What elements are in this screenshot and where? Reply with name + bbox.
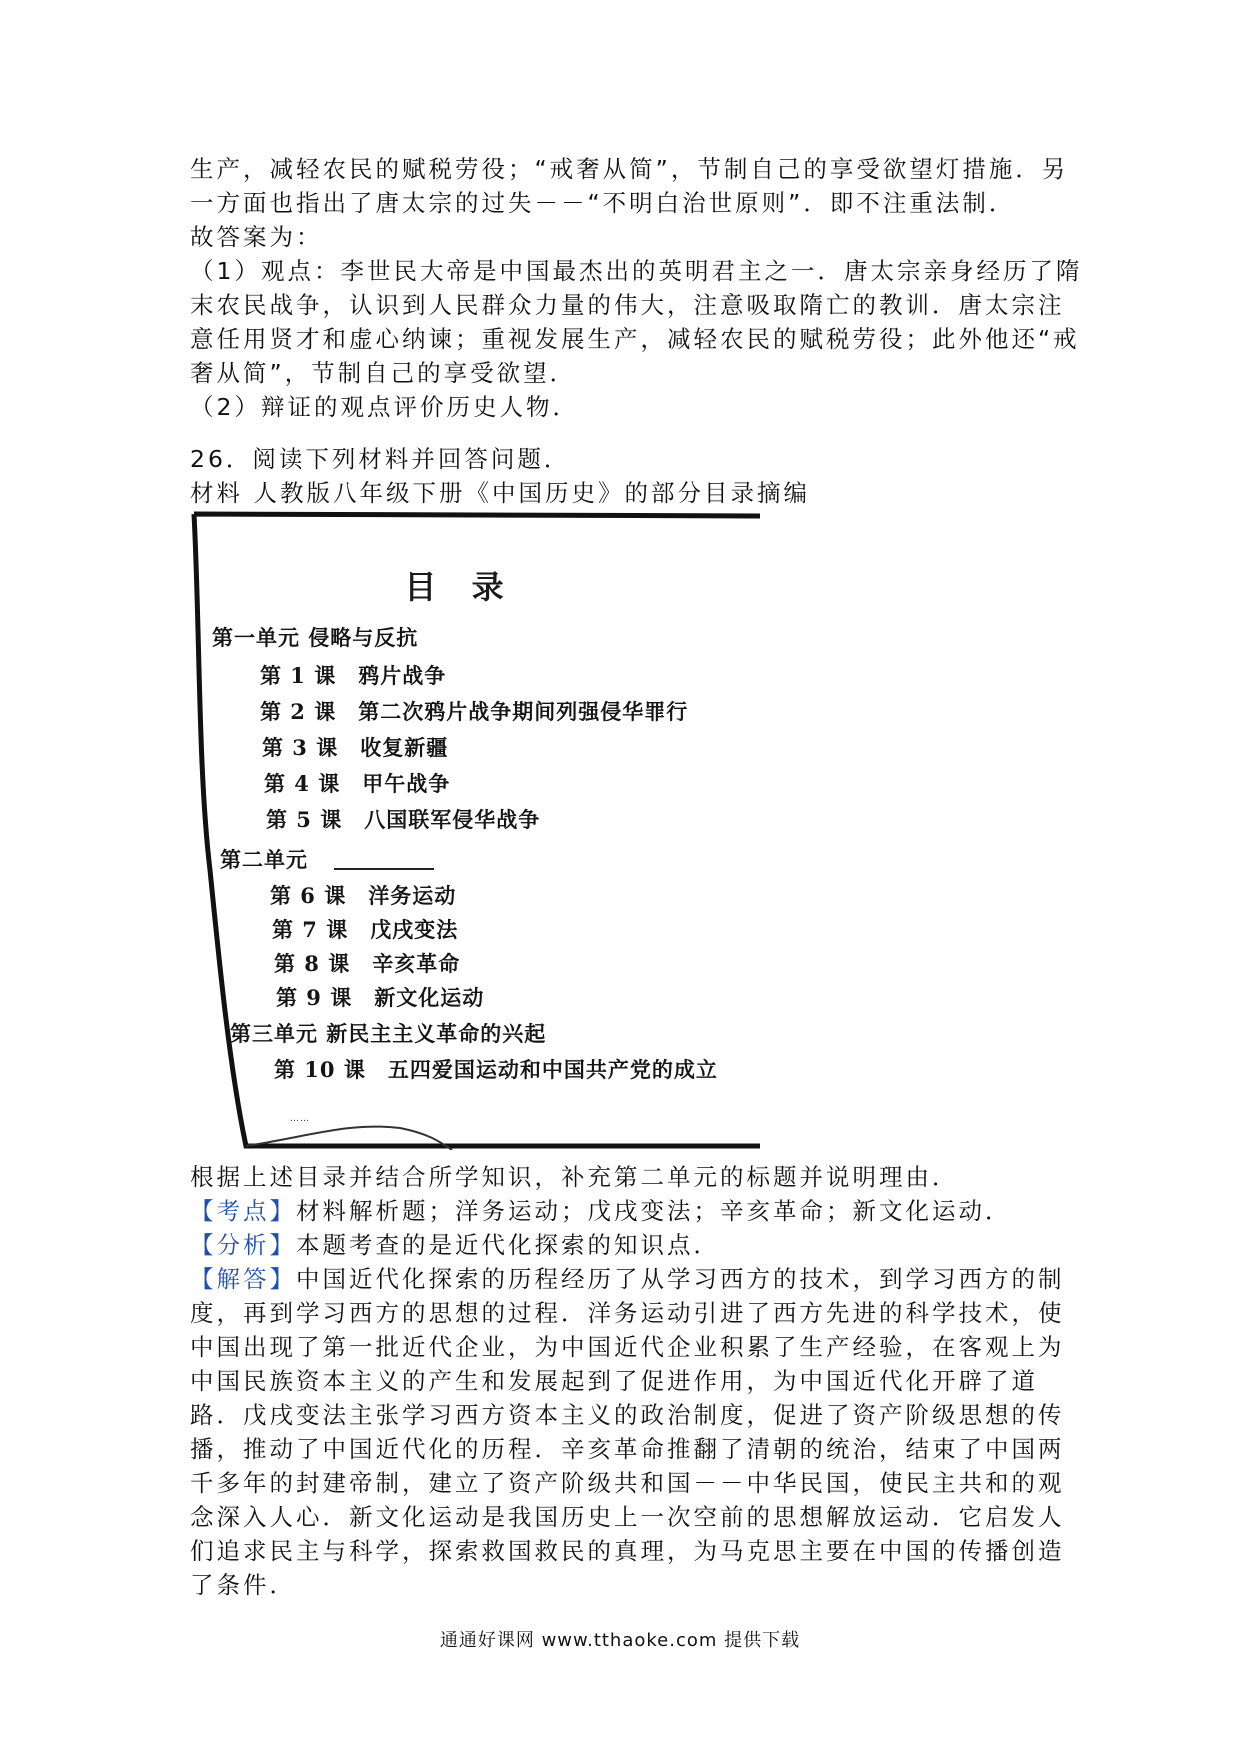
toc-title: 目 录	[404, 568, 516, 606]
toc-lesson	[260, 660, 446, 690]
toc-lesson	[274, 948, 460, 978]
text-line: 末农民战争，认识到人民群众力量的伟大，注意吸取隋亡的教训．唐太宗注	[190, 291, 1065, 319]
lesson-number: 第 7 课	[272, 917, 349, 942]
toc-unit-3: 第三单元 新民主主义革命的兴起	[230, 1021, 547, 1046]
lesson-number: 第 9 课	[276, 985, 353, 1010]
unit-label: 第二单元	[220, 847, 308, 872]
lesson-title: 收复新疆	[360, 735, 449, 760]
question-26	[190, 442, 1060, 510]
lesson-title: 五四爱国运动和中国共产党的成立	[387, 1057, 718, 1082]
fenxi-tag: 【分析】	[190, 1231, 296, 1259]
jieda-line	[190, 1262, 1065, 1296]
lesson-number: 第 6 课	[270, 883, 347, 908]
text-line: 中国出现了第一批近代企业，为中国近代企业积累了生产经验，在客观上为	[190, 1333, 1065, 1361]
text-line: 念深入人心．新文化运动是我国历史上一次空前的思想解放运动．它启发人	[190, 1503, 1065, 1531]
text-line: 一方面也指出了唐太宗的过失－－“不明白治世原则”．即不注重法制．	[190, 189, 1016, 217]
lesson-title: 辛亥革命	[372, 951, 461, 976]
kaodian-line	[190, 1194, 1060, 1228]
lesson-title: 洋务运动	[368, 883, 457, 908]
text-line: 了条件．	[190, 1571, 296, 1599]
lesson-title: 鸦片战争	[358, 663, 447, 688]
jieda-tag: 【解答】	[190, 1265, 296, 1293]
text-line: 中国民族资本主义的产生和发展起到了促进作用，为中国近代化开辟了道	[190, 1367, 1038, 1395]
question-stem: 26．阅读下列材料并回答问题．	[190, 445, 571, 473]
kaodian-tag: 【考点】	[190, 1197, 296, 1225]
lesson-title: 戊戌变法	[370, 917, 459, 942]
lesson-title: 甲午战争	[362, 771, 451, 796]
question-prompt: 根据上述目录并结合所学知识，补充第二单元的标题并说明理由．	[190, 1163, 959, 1191]
toc-lesson	[266, 804, 540, 834]
toc-lesson	[260, 696, 688, 726]
toc-scan-image	[190, 510, 760, 1150]
text-line: 播，推动了中国近代化的历程．辛亥革命推翻了清朝的统治，结束了中国两	[190, 1435, 1065, 1463]
toc-lesson	[274, 1054, 718, 1084]
lesson-number: 第 5 课	[266, 807, 343, 832]
text-line: 故答案为：	[190, 223, 323, 251]
toc-lesson	[262, 732, 448, 762]
fenxi-text: 本题考查的是近代化探索的知识点．	[296, 1231, 720, 1259]
kaodian-text: 材料解析题；洋务运动；戊戌变法；辛亥革命；新文化运动．	[296, 1197, 1012, 1225]
jieda-text: 中国近代化探索的历程经历了从学习西方的技术，到学习西方的制	[296, 1265, 1065, 1293]
toc-lesson	[272, 914, 458, 944]
unit-title-blank	[334, 854, 434, 870]
text-line: （1）观点：李世民大帝是中国最杰出的英明君主之一．唐太宗亲身经历了隋	[190, 257, 1083, 285]
toc-lesson	[264, 768, 450, 798]
text-line: 奢从简”，节制自己的享受欲望．	[190, 359, 577, 387]
text-line: 路．戊戌变法主张学习西方资本主义的政治制度，促进了资产阶级思想的传	[190, 1401, 1065, 1429]
answer-block	[190, 1160, 1065, 1602]
text-line: 度，再到学习西方的思想的过程．洋务运动引进了西方先进的科学技术，使	[190, 1299, 1065, 1327]
page-footer: 通通好课网 www.tthaoke.com 提供下载	[439, 1630, 801, 1651]
material-caption: 材料 人教版八年级下册《中国历史》的部分目录摘编	[190, 479, 810, 507]
text-line: 们追求民主与科学，探索救国救民的真理，为马克思主要在中国的传播创造	[190, 1537, 1065, 1565]
text-line: 意任用贤才和虚心纳谏；重视发展生产，减轻农民的赋税劳役；此外他还“戒	[190, 325, 1080, 353]
lesson-number: 第 4 课	[264, 771, 341, 796]
lesson-number: 第 8 课	[274, 951, 351, 976]
lesson-title: 八国联军侵华战争	[364, 807, 541, 832]
toc-lesson	[270, 880, 456, 910]
lesson-title: 第二次鸦片战争期间列强侵华罪行	[358, 699, 689, 724]
lesson-number: 第 2 课	[260, 699, 337, 724]
toc-ellipsis: ……	[290, 1114, 310, 1124]
toc-unit-1: 第一单元 侵略与反抗	[212, 625, 419, 650]
text-line: 生产，减轻农民的赋税劳役；“戒奢从简”，节制自己的享受欲望灯措施．另	[190, 155, 1069, 183]
previous-answer-block	[190, 152, 1083, 424]
text-line: （2）辩证的观点评价历史人物．	[190, 393, 579, 421]
lesson-number: 第 3 课	[262, 735, 339, 760]
toc-lesson	[276, 982, 484, 1012]
toc-unit-2	[220, 844, 434, 874]
lesson-number: 第 1 课	[260, 663, 337, 688]
text-line: 千多年的封建帝制，建立了资产阶级共和国－－中华民国，使民主共和的观	[190, 1469, 1065, 1497]
fenxi-line	[190, 1228, 1060, 1262]
lesson-title: 新文化运动	[374, 985, 485, 1010]
lesson-number: 第 10 课	[274, 1057, 366, 1082]
